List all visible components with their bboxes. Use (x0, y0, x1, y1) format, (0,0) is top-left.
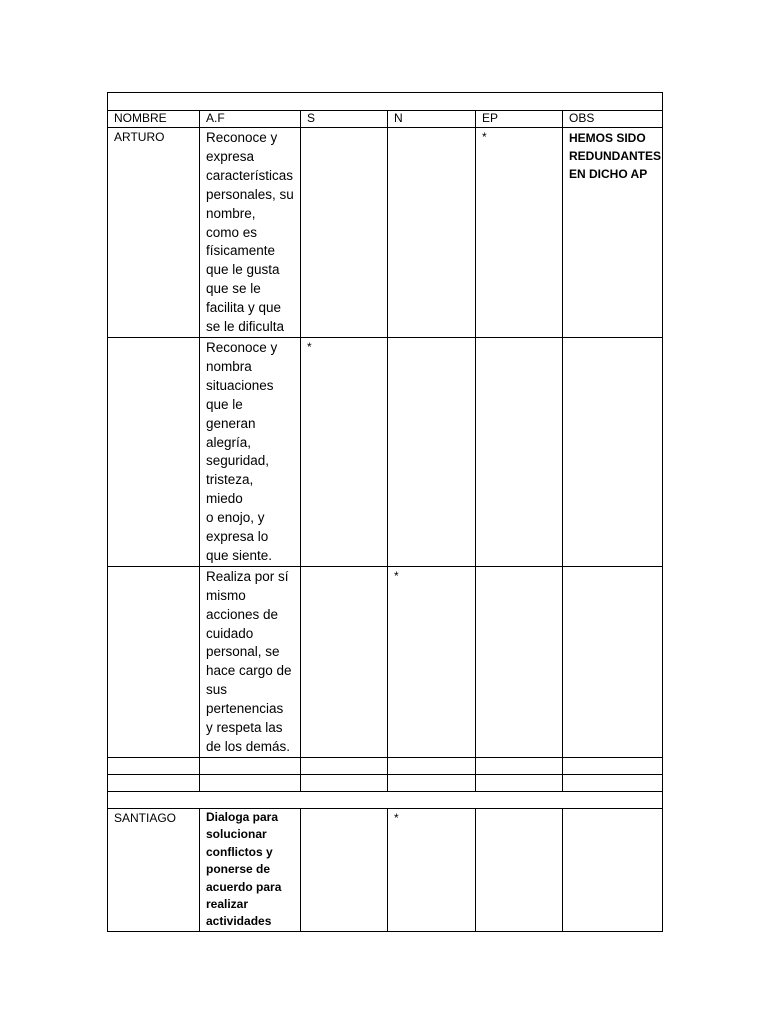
header-ep: EP (476, 111, 563, 128)
header-nombre: NOMBRE (108, 111, 200, 128)
empty-cell (200, 757, 301, 774)
table-row (108, 566, 663, 757)
cell-n (388, 566, 476, 757)
cell-obs (563, 808, 663, 931)
obs-text (569, 338, 662, 339)
spacer-row (108, 791, 663, 808)
empty-cell (563, 774, 663, 791)
obs-text (569, 567, 662, 568)
cell-ep (476, 128, 563, 338)
table-row (108, 808, 663, 931)
header-n: N (388, 111, 476, 128)
empty-cell (108, 757, 200, 774)
empty-cell (388, 774, 476, 791)
header-row (108, 111, 663, 128)
mark-s: * (307, 339, 312, 354)
header-af: A.F (200, 111, 301, 128)
title-cell (108, 93, 663, 111)
cell-n (388, 808, 476, 931)
cell-nombre: ARTURO (108, 128, 200, 338)
mark-n: * (394, 810, 399, 825)
spacer-cell (108, 791, 663, 808)
cell-n (388, 337, 476, 566)
cell-s (301, 808, 388, 931)
cell-s (301, 128, 388, 338)
header-s: S (301, 111, 388, 128)
cell-ep (476, 337, 563, 566)
cell-af (200, 566, 301, 757)
empty-cell (476, 774, 563, 791)
cell-af (200, 128, 301, 338)
empty-cell (563, 757, 663, 774)
table-row (108, 337, 663, 566)
obs-text (569, 809, 662, 810)
empty-cell (388, 757, 476, 774)
table-row (108, 128, 663, 338)
evaluation-table (107, 92, 663, 932)
mark-n: * (394, 568, 399, 583)
af-text: Reconoce y expresa características personales, su nombre, como es físicamente que le gusta que se le facilita y que se le dificulta (206, 130, 294, 335)
empty-cell (200, 774, 301, 791)
af-text: Dialoga para solucionar conflictos y ponerse de acuerdo para realizar actividades (206, 809, 282, 929)
af-text: Reconoce y nombra situaciones que le generan alegría, seguridad, tristeza, miedo o enojo, y expresa lo que siente. (206, 339, 278, 563)
cell-obs (563, 128, 663, 338)
empty-row (108, 757, 663, 774)
header-obs: OBS (563, 111, 663, 128)
empty-cell (301, 757, 388, 774)
cell-n (388, 128, 476, 338)
cell-nombre (108, 337, 200, 566)
cell-s (301, 337, 388, 566)
empty-cell (301, 774, 388, 791)
empty-cell (476, 757, 563, 774)
cell-af (200, 808, 301, 931)
cell-s (301, 566, 388, 757)
cell-obs (563, 566, 663, 757)
cell-af (200, 337, 301, 566)
empty-cell (108, 774, 200, 791)
cell-ep (476, 566, 563, 757)
title-row (108, 93, 663, 111)
mark-ep: * (482, 130, 487, 144)
cell-obs (563, 337, 663, 566)
af-text: Realiza por sí mismo acciones de cuidado personal, se hace cargo de sus pertenencias y respeta las de los demás. (206, 568, 292, 754)
cell-ep (476, 808, 563, 931)
obs-text: HEMOS SIDO REDUNDANTES EN DICHO AP (569, 131, 662, 181)
cell-nombre: SANTIAGO (108, 808, 200, 931)
empty-row (108, 774, 663, 791)
cell-nombre (108, 566, 200, 757)
